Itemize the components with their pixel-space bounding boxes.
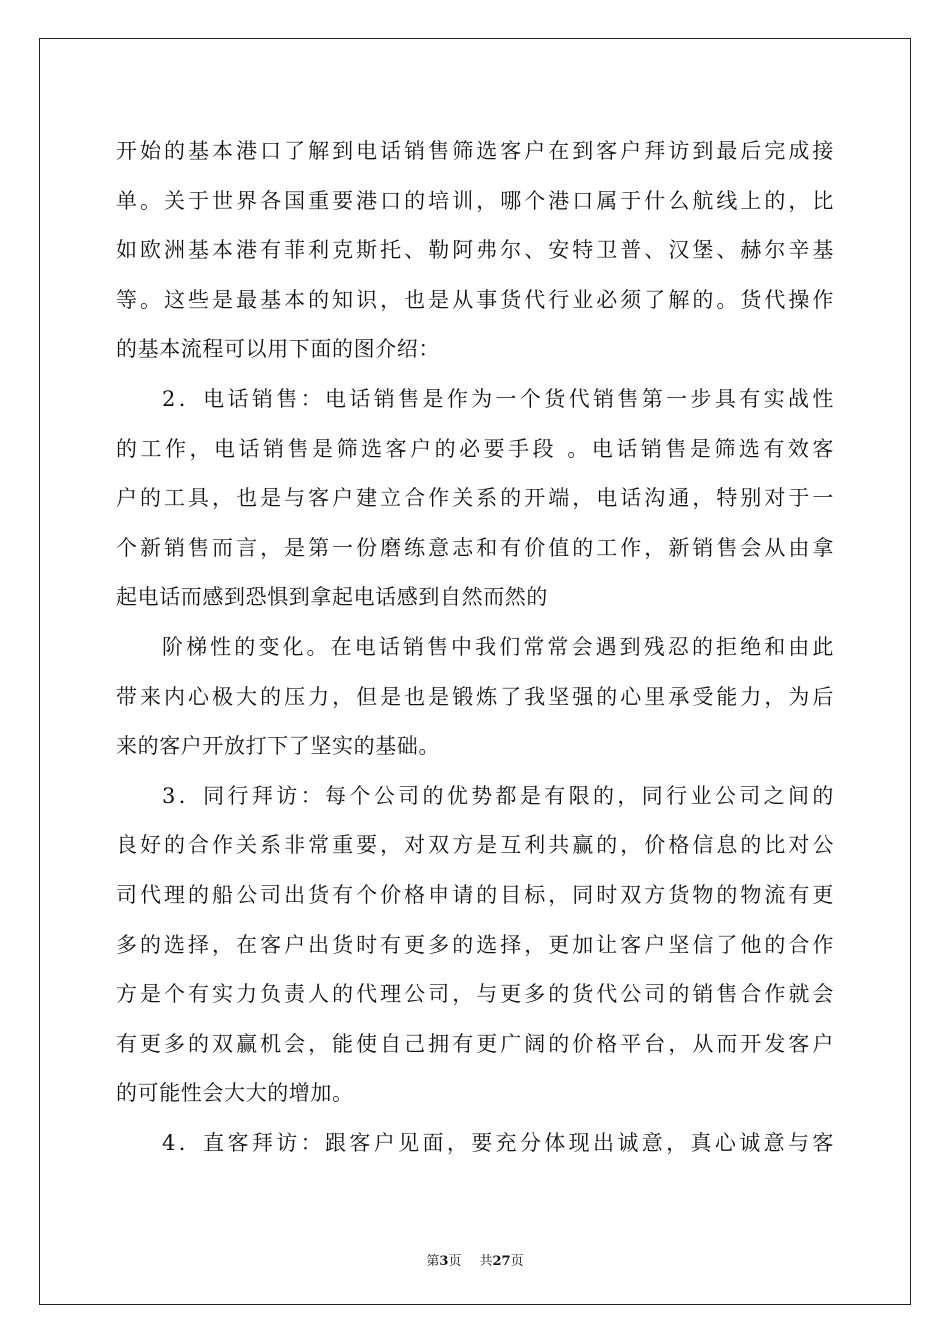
text-line-10: 起电话而感到恐惧到拿起电话感到自然而然的 xyxy=(116,585,548,610)
text-line-15: 良好的合作关系非常重要，对双方是互利共赢的，价格信息的比对公 xyxy=(116,833,834,858)
text-line-21: 4．直客拜访：跟客户见面，要充分体现出诚意，真心诚意与客 xyxy=(162,1130,834,1155)
text-line-13: 来的客户开放打下了坚实的基础。 xyxy=(116,734,440,759)
document-body xyxy=(116,127,834,1168)
footer-total-suffix: 页 xyxy=(510,1254,524,1269)
text-line-17: 多的选择，在客户出货时有更多的选择，更加让客户坚信了他的合作 xyxy=(116,932,834,957)
text-line-4: 等。这些是最基本的知识，也是从事货代行业必须了解的。货代操作 xyxy=(116,287,834,312)
text-line-16: 司代理的船公司出货有个价格申请的目标，同时双方货物的物流有更 xyxy=(116,882,834,907)
text-line-14: 3．同行拜访：每个公司的优势都是有限的，同行业公司之间的 xyxy=(162,783,834,808)
text-line-2: 单。关于世界各国重要港口的培训，哪个港口属于什么航线上的，比 xyxy=(116,188,834,213)
text-line-5: 的基本流程可以用下面的图介绍： xyxy=(116,337,440,362)
text-line-9: 个新销售而言，是第一份磨练意志和有价值的工作，新销售会从由拿 xyxy=(116,535,834,560)
footer-page-prefix: 第 xyxy=(426,1254,440,1269)
text-line-20: 的可能性会大大的增加。 xyxy=(116,1081,354,1106)
footer-total-pages: 27 xyxy=(492,1254,511,1269)
text-line-1: 开始的基本港口了解到电话销售筛选客户在到客户拜访到最后完成接 xyxy=(116,139,834,163)
text-line-6: 2．电话销售：电话销售是作为一个货代销售第一步具有实战性 xyxy=(162,386,834,411)
footer-page-suffix: 页 xyxy=(448,1254,462,1269)
text-line-11: 阶梯性的变化。在电话销售中我们常常会遇到残忍的拒绝和由此 xyxy=(162,634,834,659)
text-line-18: 方是个有实力负责人的代理公司，与更多的货代公司的销售合作就会 xyxy=(116,982,834,1007)
text-line-7: 的工作，电话销售是筛选客户的必要手段 。电话销售是筛选有效客 xyxy=(116,436,834,461)
text-line-3: 如欧洲基本港有菲利克斯托、勒阿弗尔、安特卫普、汉堡、赫尔辛基 xyxy=(116,238,834,263)
text-line-12: 带来内心极大的压力，但是也是锻炼了我坚强的心里承受能力，为后 xyxy=(116,684,834,709)
text-line-19: 有更多的双赢机会，能使自己拥有更广阔的价格平台，从而开发客户 xyxy=(116,1031,834,1056)
text-line-8: 户的工具，也是与客户建立合作关系的开端，电话沟通，特别对于一 xyxy=(116,486,834,511)
footer-page-number: 3 xyxy=(439,1254,449,1269)
page-footer xyxy=(0,1250,950,1269)
footer-total-prefix: 共 xyxy=(479,1254,493,1269)
